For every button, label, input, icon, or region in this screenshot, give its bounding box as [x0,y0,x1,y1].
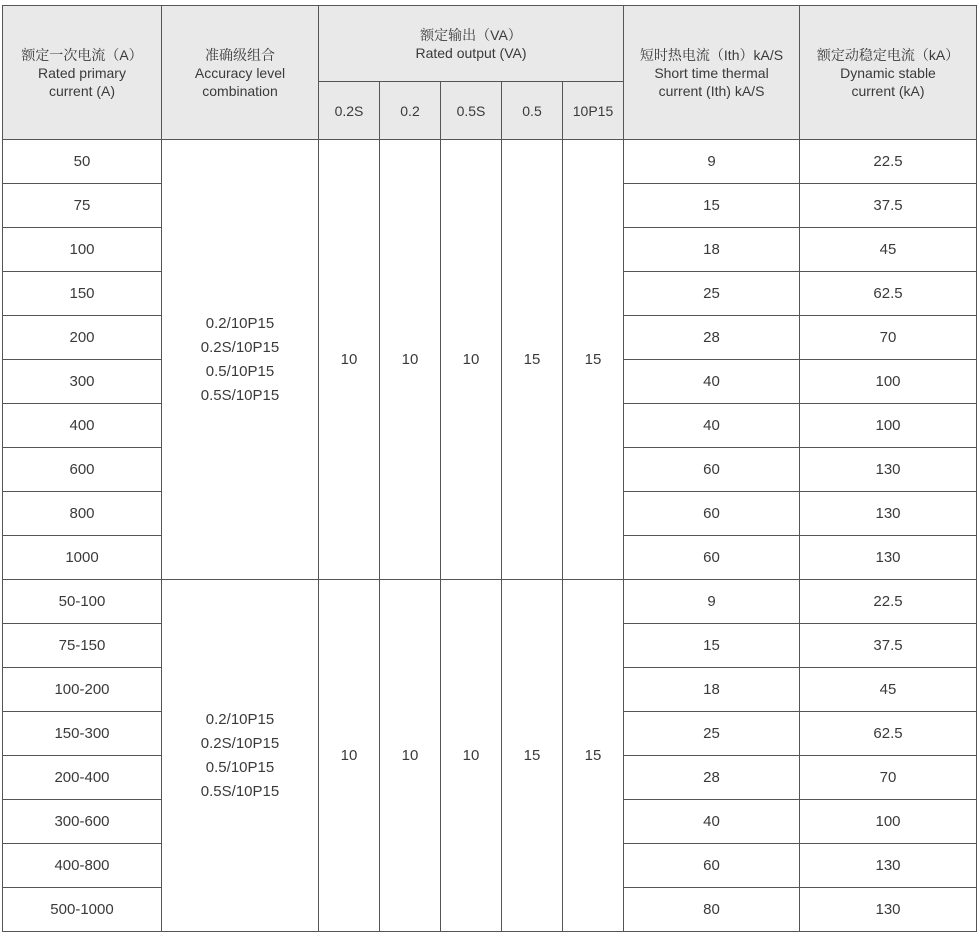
cell-rated-output: 15 [502,580,563,932]
cell-dynamic-stable: 22.5 [800,140,977,184]
header-cn-label: 准确级组合 [205,46,275,63]
cell-short-time-thermal: 25 [624,272,800,316]
cell-dynamic-stable: 22.5 [800,580,977,624]
cell-dynamic-stable: 45 [800,668,977,712]
cell-rated-primary: 200-400 [3,756,162,800]
cell-rated-primary: 400-800 [3,844,162,888]
cell-rated-output: 10 [380,580,441,932]
header-en-label: Rated primary [38,64,126,81]
cell-rated-primary: 800 [3,492,162,536]
cell-short-time-thermal: 60 [624,448,800,492]
header-rated-output [319,6,624,82]
header-en-label: current (kA) [851,82,925,99]
cell-rated-primary: 500-1000 [3,888,162,932]
cell-dynamic-stable: 37.5 [800,624,977,668]
accuracy-level: 0.2S/10P15 [200,338,280,356]
cell-dynamic-stable: 130 [800,536,977,580]
accuracy-level: 0.5S/10P15 [200,782,280,800]
cell-short-time-thermal: 28 [624,316,800,360]
cell-rated-primary: 300-600 [3,800,162,844]
cell-short-time-thermal: 15 [624,624,800,668]
cell-short-time-thermal: 9 [624,580,800,624]
cell-rated-primary: 600 [3,448,162,492]
cell-dynamic-stable: 100 [800,404,977,448]
accuracy-level: 0.2/10P15 [205,314,275,332]
header-en-label: Rated output (VA) [415,44,527,61]
cell-rated-primary: 50 [3,140,162,184]
cell-rated-output: 15 [563,580,624,932]
cell-short-time-thermal: 60 [624,492,800,536]
cell-short-time-thermal: 60 [624,844,800,888]
cell-rated-primary: 75-150 [3,624,162,668]
cell-rated-primary: 1000 [3,536,162,580]
cell-dynamic-stable: 45 [800,228,977,272]
cell-dynamic-stable: 130 [800,888,977,932]
cell-accuracy-combination [162,140,319,580]
header-en-label: current (A) [48,82,116,99]
header-accuracy-combination [162,6,319,140]
header-short-time-thermal-current [624,6,800,140]
cell-short-time-thermal: 15 [624,184,800,228]
cell-dynamic-stable: 70 [800,756,977,800]
cell-rated-output: 15 [502,140,563,580]
cell-dynamic-stable: 62.5 [800,272,977,316]
cell-rated-output: 10 [319,140,380,580]
cell-short-time-thermal: 9 [624,140,800,184]
header-cn-label: 短时热电流（Ith）kA/S [639,46,784,63]
ct-spec-table [2,5,977,932]
header-cn-label: 额定输出（VA） [420,26,522,43]
cell-short-time-thermal: 80 [624,888,800,932]
cell-short-time-thermal: 60 [624,536,800,580]
header-output-0-5s: 0.5S [441,82,502,140]
header-cn-label: 额定动稳定电流（kA） [816,46,960,63]
accuracy-level: 0.2S/10P15 [200,734,280,752]
cell-rated-output: 10 [441,140,502,580]
cell-short-time-thermal: 25 [624,712,800,756]
header-en-label: Dynamic stable [840,64,936,81]
cell-rated-primary: 400 [3,404,162,448]
table-body [3,140,977,932]
table-header [3,6,977,140]
cell-short-time-thermal: 18 [624,668,800,712]
header-en-label: Short time thermal [654,64,769,81]
cell-rated-output: 10 [441,580,502,932]
accuracy-level: 0.5/10P15 [205,362,275,380]
header-output-0-2: 0.2 [380,82,441,140]
cell-dynamic-stable: 100 [800,800,977,844]
cell-dynamic-stable: 37.5 [800,184,977,228]
cell-dynamic-stable: 100 [800,360,977,404]
header-dynamic-stable-current [800,6,977,140]
accuracy-level: 0.2/10P15 [205,710,275,728]
accuracy-level: 0.5/10P15 [205,758,275,776]
header-rated-primary-current [3,6,162,140]
cell-dynamic-stable: 62.5 [800,712,977,756]
cell-short-time-thermal: 40 [624,360,800,404]
cell-rated-primary: 150 [3,272,162,316]
cell-rated-output: 15 [563,140,624,580]
header-en-label: current (Ith) kA/S [658,82,765,99]
table-row [3,140,977,184]
cell-dynamic-stable: 130 [800,448,977,492]
accuracy-level: 0.5S/10P15 [200,386,280,404]
cell-rated-primary: 200 [3,316,162,360]
cell-rated-primary: 50-100 [3,580,162,624]
cell-accuracy-combination [162,580,319,932]
cell-short-time-thermal: 40 [624,404,800,448]
cell-dynamic-stable: 70 [800,316,977,360]
header-output-0-5: 0.5 [502,82,563,140]
cell-rated-primary: 300 [3,360,162,404]
cell-rated-output: 10 [319,580,380,932]
cell-short-time-thermal: 40 [624,800,800,844]
cell-dynamic-stable: 130 [800,844,977,888]
cell-short-time-thermal: 28 [624,756,800,800]
header-output-10p15: 10P15 [563,82,624,140]
cell-short-time-thermal: 18 [624,228,800,272]
cell-rated-primary: 100 [3,228,162,272]
cell-rated-primary: 150-300 [3,712,162,756]
header-en-label: combination [202,82,278,99]
table-row [3,580,977,624]
header-cn-label: 额定一次电流（A） [21,46,143,63]
cell-rated-output: 10 [380,140,441,580]
cell-rated-primary: 75 [3,184,162,228]
header-output-0-2s: 0.2S [319,82,380,140]
header-en-label: Accuracy level [194,64,286,81]
cell-rated-primary: 100-200 [3,668,162,712]
cell-dynamic-stable: 130 [800,492,977,536]
